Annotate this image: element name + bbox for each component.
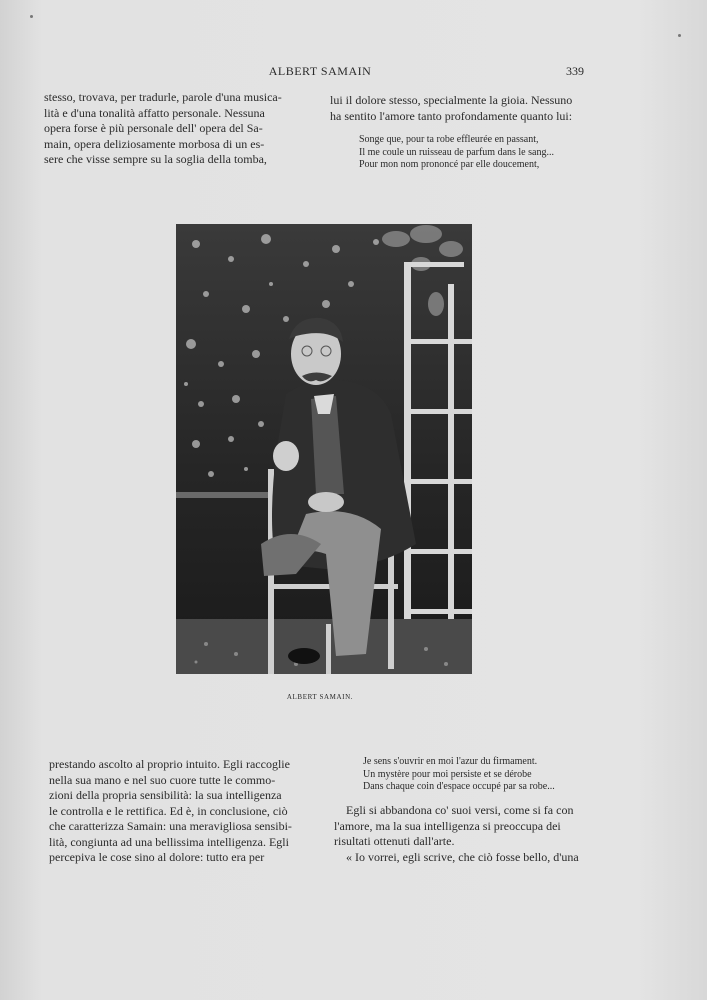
- text-line: le controlla e le rettifica. Ed è, in conclusione, ciò: [49, 803, 288, 818]
- verse-line: Un mystère pour moi persiste et se dérobe: [363, 768, 532, 780]
- verse-line: Songe que, pour ta robe effleurée en passant,: [359, 134, 539, 145]
- text-line: lui il dolore stesso, specialmente la gioia. Nessuno: [330, 93, 573, 107]
- text-line: main, opera deliziosamente morbosa di un es-: [44, 136, 265, 151]
- text-line: Egli si abbandona co' suoi versi, come si fa con: [346, 803, 574, 817]
- text-line: percepiva le cose sino al dolore: tutto era per: [49, 850, 265, 864]
- text-line: lità, congiunta ad una bellissima intelligenza. Egli: [49, 834, 289, 849]
- text-line: risultati ottenuti dall'arte.: [334, 834, 455, 848]
- bottom-verse-quote: [363, 756, 555, 794]
- running-header: ALBERT SAMAIN: [268, 64, 372, 78]
- text-line: nella sua mano e nel suo cuore tutte le commo-: [49, 772, 276, 787]
- text-line: l'amore, ma la sua intelligenza si preoccupa dei: [334, 818, 561, 833]
- verse-line: Pour mon nom prononcé par elle doucement,: [359, 159, 540, 170]
- top-right-column: [330, 93, 600, 124]
- page-number: 339: [566, 64, 584, 78]
- verse-line: Je sens s'ouvrir en moi l'azur du firmament.: [363, 756, 538, 767]
- text-line: lità e d'una tonalità affatto personale. Nessuna: [44, 105, 265, 120]
- portrait-photo: [176, 224, 472, 674]
- text-line: zioni della propria sensibilità: la sua intelligenza: [49, 788, 282, 802]
- top-verse-quote: [359, 134, 554, 172]
- text-line: stesso, trovava, per tradurle, parole d'una musica-: [44, 90, 282, 104]
- verse-line: Il me coule un ruisseau de parfum dans le sang...: [359, 146, 554, 158]
- paper-speck: [30, 15, 33, 18]
- text-line: prestando ascolto al proprio intuito. Egli raccoglie: [49, 757, 290, 771]
- bottom-left-column: [49, 757, 319, 866]
- verse-line: Dans chaque coin d'espace occupé par sa robe...: [363, 781, 555, 792]
- top-left-column: [44, 90, 314, 168]
- bottom-right-column: [334, 803, 604, 865]
- figure-caption: ALBERT SAMAIN.: [286, 693, 354, 701]
- text-line: « Io vorrei, egli scrive, che ciò fosse bello, d'una: [346, 849, 579, 864]
- text-line: che caratterizza Samain: una meravigliosa sensibi-: [49, 819, 292, 833]
- text-line: opera forse è più personale dell' opera del Sa-: [44, 121, 263, 135]
- text-line: sere che visse sempre su la soglia della tomba,: [44, 152, 267, 166]
- paper-speck: [678, 34, 681, 37]
- text-line: ha sentito l'amore tanto profondamente quanto lui:: [330, 108, 573, 123]
